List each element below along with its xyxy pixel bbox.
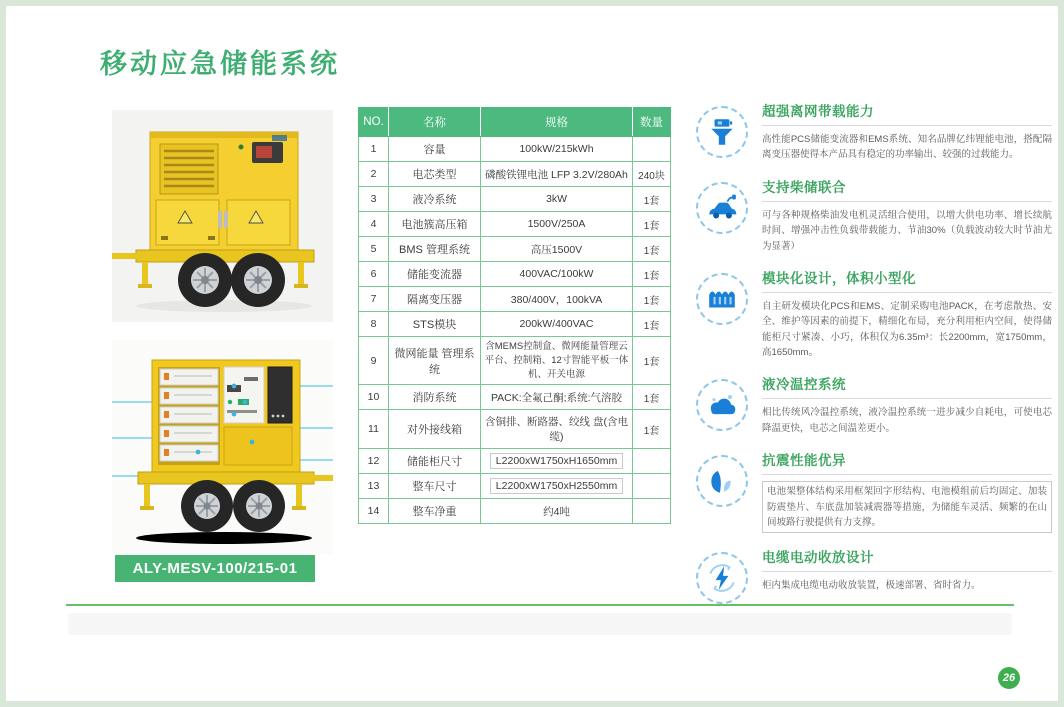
table-row: [359, 312, 671, 337]
cell-qty: 1套: [633, 212, 671, 237]
table-row: [359, 385, 671, 410]
table-row: [359, 474, 671, 499]
col-header-no: NO.: [359, 108, 389, 137]
feature-description: 可与各种规格柴油发电机灵活组合使用，以增大供电功率、增长续航时间、增强冲击性负载带载能力、节油30%（负载波动较大时节油尤为显著）: [762, 209, 1052, 252]
table-row: [359, 137, 671, 162]
cell-spec: 约4吨: [481, 499, 633, 524]
cell-name: 电芯类型: [389, 162, 481, 187]
cell-name: 容量: [389, 137, 481, 162]
cell-spec: 100kW/215kWh: [481, 137, 633, 162]
trailer-closed-illustration: [112, 110, 333, 322]
cell-name: 液冷系统: [389, 187, 481, 212]
dimension-value: L2200xW1750xH2550mm: [490, 478, 623, 494]
feature-title: 电缆电动收放设计: [762, 546, 1052, 572]
feature-list: [696, 100, 1052, 617]
cell-spec: 380/400V，100kVA: [481, 287, 633, 312]
table-row: [359, 187, 671, 212]
trailer-open-illustration: [112, 340, 333, 554]
feature-title: 超强离网带载能力: [762, 100, 1052, 126]
footer-placeholder-bar: [68, 613, 1012, 635]
table-row: [359, 237, 671, 262]
product-image-open: [112, 340, 333, 554]
cell-qty: 1套: [633, 337, 671, 385]
cell-qty: 1套: [633, 385, 671, 410]
feature-description: 柜内集成电缆电动收放装置，极速部署、省时省力。: [762, 580, 981, 592]
cooling-cloud-icon: [696, 379, 748, 431]
dimension-value: L2200xW1750xH1650mm: [490, 453, 623, 469]
lower-panel: [224, 427, 292, 465]
feature-cable-reel: [696, 546, 1052, 604]
cabinet-open: [152, 360, 300, 472]
cabinet-closed: [150, 132, 298, 250]
feature-offgrid-capacity: [696, 100, 1052, 163]
model-label-badge: ALY-MESV-100/215-01: [115, 555, 315, 582]
modular-blocks-icon: [696, 273, 748, 325]
cell-name: BMS 管理系统: [389, 237, 481, 262]
slide-content: [6, 6, 1058, 701]
page-title: 移动应急储能系统: [100, 49, 340, 79]
cell-qty: 1套: [633, 312, 671, 337]
feature-title: 抗震性能优异: [762, 449, 1052, 475]
cell-spec: [481, 449, 633, 474]
cell-qty: 1套: [633, 262, 671, 287]
cell-spec: PACK:全氟己酮;系统:气溶胶: [481, 385, 633, 410]
cell-no: 14: [359, 499, 389, 524]
cell-name: 整车净重: [389, 499, 481, 524]
transformer-battery-icon: [696, 106, 748, 158]
table-row: [359, 262, 671, 287]
cell-name: STS模块: [389, 312, 481, 337]
cell-spec: 1500V/250A: [481, 212, 633, 237]
feature-diesel-hybrid: [696, 176, 1052, 254]
cell-qty: [633, 449, 671, 474]
table-row: [359, 337, 671, 385]
lightning-cycle-icon: [696, 552, 748, 604]
feature-description: 相比传统风冷温控系统，液冷温控系统一进步减少自耗电，可使电芯降温更快，电芯之间温差更小。: [762, 407, 1052, 434]
cell-no: 5: [359, 237, 389, 262]
cell-no: 6: [359, 262, 389, 287]
cell-qty: 1套: [633, 237, 671, 262]
table-row: [359, 410, 671, 449]
cell-no: 12: [359, 449, 389, 474]
cell-no: 11: [359, 410, 389, 449]
feature-title: 液冷温控系统: [762, 373, 1052, 399]
control-compartment: [224, 367, 264, 423]
spec-table: [358, 107, 671, 524]
cell-no: 4: [359, 212, 389, 237]
cell-name: 储能变流器: [389, 262, 481, 287]
cell-no: 1: [359, 137, 389, 162]
col-header-qty: 数量: [633, 108, 671, 137]
cell-qty: [633, 474, 671, 499]
feature-liquid-cooling: [696, 373, 1052, 436]
feature-description: 高性能PCS储能变流器和EMS系统、知名品牌亿纬锂能电池，搭配隔离变压器使得本产品具有稳定的功率输出、较强的过载能力。: [762, 134, 1052, 161]
cell-qty: 1套: [633, 187, 671, 212]
cell-no: 9: [359, 337, 389, 385]
brand-mark: [272, 135, 287, 141]
cell-name: 消防系统: [389, 385, 481, 410]
cell-name: 对外接线箱: [389, 410, 481, 449]
feature-shock-resistance: [696, 449, 1052, 533]
feature-modular-design: [696, 267, 1052, 361]
cell-name: 微网能量 管理系统: [389, 337, 481, 385]
leaves-icon: [696, 455, 748, 507]
cell-no: 7: [359, 287, 389, 312]
feature-description: 电池架整体结构采用框架回字形结构、电池模组前后均固定、加装防震垫片、车底盘加装减震器等措施，为储能车灵活、频繁的在山间坡路行驶提供有力支撑。: [762, 481, 1052, 533]
cell-no: 10: [359, 385, 389, 410]
feature-title: 支持柴储联合: [762, 176, 1052, 202]
cell-spec: 高压1500V: [481, 237, 633, 262]
cell-spec: 200kW/400VAC: [481, 312, 633, 337]
table-header-row: [359, 108, 671, 137]
cell-name: 储能柜尺寸: [389, 449, 481, 474]
cell-spec: 含MEMS控制盒、微网能量管理云平台、控制箱、12寸智能平板一体机、开关电源: [481, 337, 633, 385]
cell-spec: 3kW: [481, 187, 633, 212]
table-row: [359, 499, 671, 524]
cell-no: 2: [359, 162, 389, 187]
cell-qty: [633, 499, 671, 524]
cell-no: 13: [359, 474, 389, 499]
cell-no: 3: [359, 187, 389, 212]
divider-line: [66, 604, 1014, 606]
table-row: [359, 449, 671, 474]
dark-panel: [268, 367, 292, 423]
ev-car-plug-icon: [696, 182, 748, 234]
product-image-closed: [112, 110, 333, 322]
cell-qty: 1套: [633, 410, 671, 449]
cell-name: 隔离变压器: [389, 287, 481, 312]
cell-name: 整车尺寸: [389, 474, 481, 499]
table-row: [359, 212, 671, 237]
cell-qty: 240块: [633, 162, 671, 187]
cell-qty: 1套: [633, 287, 671, 312]
table-row: [359, 162, 671, 187]
cell-name: 电池簇高压箱: [389, 212, 481, 237]
cell-spec: 400VAC/100kW: [481, 262, 633, 287]
cell-spec: 磷酸铁锂电池 LFP 3.2V/280Ah: [481, 162, 633, 187]
col-header-name: 名称: [389, 108, 481, 137]
table-row: [359, 287, 671, 312]
col-header-spec: 规格: [481, 108, 633, 137]
feature-description: 自主研发模块化PCS和EMS、定制采购电池PACK，在考虑散热、安全、维护等因素的前提下，精细化布局，充分利用柜内空间，使得储能柜尺寸紧凑、小巧，体积仅为6.35m³：长2200mm，宽1750mm，高1650mm。: [762, 300, 1052, 358]
cell-spec: [481, 474, 633, 499]
feature-title: 模块化设计，体积小型化: [762, 267, 1052, 293]
page-number-badge: 26: [998, 667, 1020, 689]
cell-no: 8: [359, 312, 389, 337]
cell-spec: 含铜排、断路器、绞线 盘(含电缆): [481, 410, 633, 449]
cell-qty: [633, 137, 671, 162]
battery-modules: [160, 369, 218, 461]
